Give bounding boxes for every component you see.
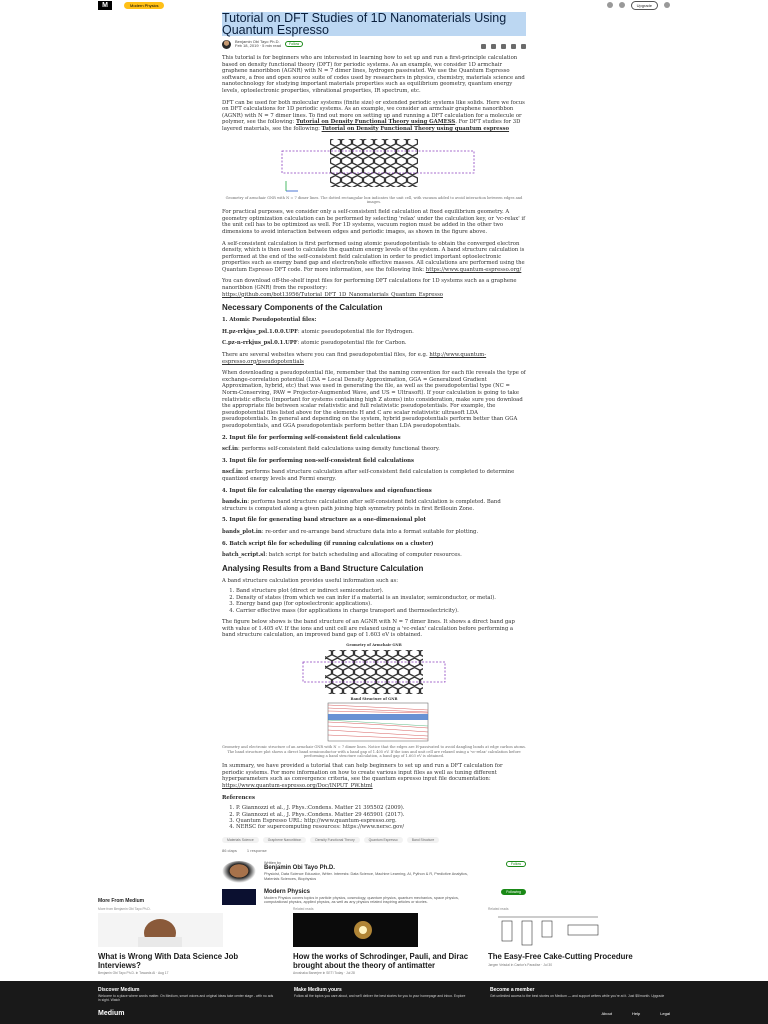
github-link[interactable]: https://github.com/bot13956/Tutorial_DFT_1D_Nanomaterials_Quantum_Espresso	[222, 291, 443, 298]
publication-name[interactable]: Modern Physics	[264, 888, 311, 895]
band-gap-region	[328, 714, 428, 720]
item-3-desc: : performs band structure calculation after self-consistent field calculation is completed to determine quantized energy levels and Fermi energy.	[222, 469, 515, 482]
avatar[interactable]	[664, 2, 670, 8]
footer-heading-member: Become a member	[490, 987, 535, 993]
story-image[interactable]	[98, 913, 223, 947]
band-intro: A band structure calculation provides useful information such as:	[222, 577, 399, 584]
twitter-icon[interactable]	[481, 44, 486, 49]
card-author-name[interactable]: Benjamin Obi Tayo Ph.D.	[264, 865, 335, 872]
paragraph-4	[222, 241, 526, 274]
bookmark-icon[interactable]	[511, 44, 516, 49]
story-meta: Benjamin Obi Tayo Ph.D. in Towards AI · Aug 17	[98, 971, 169, 975]
figure-2-title: Geometry of Armchair GNR	[346, 642, 402, 647]
responses-button[interactable]: 1 response	[246, 847, 267, 853]
linkedin-icon[interactable]	[491, 44, 496, 49]
footer-text-discover: Welcome to a place where words matter. On Medium, smart voices and original ideas take center stage - with no ads in sight. Watch	[98, 994, 274, 1003]
item-2-desc: : performs self-consistent field calculations using density functional theory.	[238, 446, 440, 453]
footer-medium-logo[interactable]: Medium	[98, 1010, 125, 1018]
article-title: Tutorial on DFT Studies of 1D Nanomaterials Using Quantum Espresso	[222, 12, 526, 36]
pp-link[interactable]: http://www.quantum-espresso.org/pseudopotentials	[222, 352, 487, 365]
more-icon[interactable]	[521, 44, 526, 49]
more-title: More From Medium	[98, 898, 145, 904]
pp-where-text: There are several websites where you can find pseudopotential files, for e.g.	[222, 352, 428, 359]
story-meta: Anoshaka Banerjee in SETI Today · Jul 28	[293, 971, 355, 975]
item-6-name: batch_script.sl	[222, 552, 266, 559]
band-structure-plot	[314, 702, 434, 744]
band-info-list	[222, 588, 526, 614]
list-item: 2. P. Giannozzi et al., J. Phys.:Condens. Matter 29 465901 (2017).	[236, 812, 526, 818]
facebook-icon[interactable]	[501, 44, 506, 49]
more-from-medium	[98, 895, 668, 975]
tag[interactable]: Graphene Nanoribbon	[263, 837, 307, 843]
item-3-body	[222, 469, 526, 482]
list-item: 4. Carrier effective mass (for applications in charge transport and thermoelectricity).	[236, 608, 526, 614]
list-item: 3. Energy band gap (for optoelectronic applications).	[236, 601, 526, 607]
item-3-heading: 3. Input file for performing non-self-consistent field calculations	[222, 457, 414, 464]
section-heading-components: Necessary Components of the Calculation	[222, 303, 383, 313]
paragraph-5	[222, 278, 526, 298]
paragraph-2-text: DFT can be used for both molecular systems (finite size) or extended periodic systems like solids. Here we focus on DFT calculations for 1D periodic systems. As an example, we consider an armchair graphene nanoribbon (AGNR) with N = 7 dimer lines. To find out more on setting up and running a DFT calculation for a molecule or polymer, see the following:	[222, 99, 525, 126]
tag[interactable]: Band Structure	[407, 837, 440, 843]
item-6-body	[222, 552, 526, 559]
paragraph-2	[222, 100, 526, 133]
qe-link[interactable]: https://www.quantum-espresso.org/	[425, 266, 522, 273]
pp-carbon-name: C.pz-n-rrkjus_psl.0.1.UPF	[222, 340, 298, 347]
story-meta: Jørgen Veisdal in Cantor's Paradise · Jul 30	[488, 962, 553, 967]
paragraph-2-text-b: . For DFT studies for 3D layered materials, see the following:	[222, 119, 521, 132]
item-1-heading: 1. Atomic Pseudopotential files:	[222, 317, 317, 324]
card-section-label: Related reads	[488, 907, 509, 911]
author-avatar[interactable]	[222, 40, 231, 49]
pp-hydrogen-name: H.pz-rrkjus_psl.1.0.0.UPF	[222, 328, 298, 335]
search-icon[interactable]	[607, 2, 613, 8]
story-image[interactable]	[488, 913, 613, 947]
item-5-desc: : re-order and re-arrange band structure data into a format suitable for plotting.	[261, 528, 479, 535]
qe-doc-link[interactable]: https://www.quantum-espresso.org/Doc/INPUT_PW.html	[222, 782, 373, 789]
publication-following-button[interactable]: Following	[501, 889, 526, 895]
band-paragraph: The figure below shows is the band structure of an AGNR with N = 7 dimer lines. It shows a direct band gap with value of 1.405 eV. If the ions and unit cell are relaxed using a 'vc-relax' calculation before performing a band structure calculation, an improved band gap of 1.603 eV is obtained.	[222, 618, 515, 639]
paragraph-5-text: You can download off-the-shelf input files for performing DFT calculations for 1D systems such as a graphene nanoribbon (GNR) from the repository:	[222, 278, 517, 292]
follow-button[interactable]: Follow	[285, 41, 303, 47]
pp-carbon	[222, 340, 526, 347]
publication-badge[interactable]: Modern Physics	[124, 2, 164, 9]
footer-text-make-yours: Follow all the topics you care about, and we'll deliver the best stories for you to your homepage and inbox. Explore	[294, 994, 466, 998]
post-meta: Feb 18, 2019 · 5 min read	[235, 43, 282, 48]
item-6-desc: : batch script for batch scheduling and allocating of computer resources.	[265, 552, 462, 559]
footer-link-legal[interactable]: Legal	[660, 1011, 670, 1017]
list-item: 1. P. Giannozzi et al., J. Phys.:Condens. Matter 21 395502 (2009).	[236, 805, 526, 811]
footer-link-help[interactable]: Help	[631, 1011, 641, 1017]
clap-button[interactable]: 86 claps	[222, 847, 237, 853]
item-2-heading: 2. Input file for performing self-consistent field calculations	[222, 434, 401, 441]
pp-hydrogen-desc: : atomic pseudopotential file for Hydrogen.	[297, 328, 414, 335]
summary-paragraph	[222, 763, 526, 789]
footer	[0, 981, 768, 1024]
pp-more: When downloading a pseudopotential file, remember that the naming convention for each file reveals the type of exchange-correlation potential (LDA = Local Density Approximation, GGA = Generalized Gradient Approximation, hybrid, etc) that was used in generating the file, as well as the pseudopotential type (NC = Norm-Conserving, PAW = Projector-Augmented Wave, and US = Ultrasoft). If your calculation is going to take relativistic effects (important for systems containing high Z atoms) into consideration, make sure you download the appropriate file between scalar relativistic and full relativistic pseudopotentials. For example, the pseudopotential files listed above for the elements H and C are scalar relativistic ultrasoft LDA pseudopotentials. In general and depending on the system, hybrid pseudopotentials perform better than GGA pseudopotentials, and GGA pseudopotentials perform better than LDA pseudopotentials.	[222, 370, 526, 429]
story-card[interactable]	[488, 907, 668, 975]
card-section-label: More from Benjamin Obi Tayo Ph.D.	[98, 907, 151, 911]
gamess-link[interactable]: Tutorial on Density Functional Theory using GAMESS	[296, 119, 456, 126]
item-4-body	[222, 499, 526, 512]
list-item: 1. Band structure plot (direct or indirect semiconductor).	[236, 588, 526, 594]
references-list	[222, 805, 526, 831]
article	[222, 12, 526, 905]
footer-heading-discover: Discover Medium	[98, 987, 140, 993]
card-section-label: Related reads	[293, 907, 314, 911]
tag[interactable]: Density Functional Theory	[310, 837, 359, 843]
section-heading-analysis: Analysing Results from a Band Structure Calculation	[222, 563, 424, 573]
item-2-name: scf.in	[222, 446, 239, 453]
story-image[interactable]	[293, 913, 418, 947]
paragraph-3: For practical purposes, we consider only a self-consistent field calculation at fixed equilibrium geometry. A geometry optimization calculation can be performed by selecting 'relax' under the calculation key, or 'vc-relax' if the unit cell has to be optimized as well. For 1D systems, vacuum region must be added in the other two dimensions to avoid interaction between edges and periodic images, as shown in the figure above.	[222, 209, 526, 235]
card-label: Written by	[264, 860, 282, 865]
figure-3-caption: Geometry and electronic structure of an armchair GNR with N = 7 dimer lines. Notice that the edges are H-passivated to avoid dangling bonds at edge carbon atoms. The band structure plot shows a direct band semiconductor with a band gap of 1.405 eV. If the ions and unit cell are relaxed using a 'vc-relax' calculation before performing a band structure calculation, a band gap of 1.603 eV is obtained.	[222, 745, 526, 758]
summary-text: In summary, we have provided a tutorial that can help beginners to set up and run a DFT calculation for periodic systems. For more information on how to create various input files as well as tuning different hyperparameters such as convergence criteria, see the quantum espresso input file documentation:	[222, 763, 503, 783]
gnr-geometry-figure	[264, 137, 484, 195]
medium-logo[interactable]: M	[98, 1, 112, 10]
paragraph-4-text: A self-consistent calculation is first performed using atomic pseudopotentials to obtain the converged electron density, which is then used to calculate the quantum energy levels of the system. A band structure calculation is performed at the end of the self-consistent field calculation in order to predict important optoelectronic properties such as energy band gap and electron/hole effective masses. All calculations are performed using the Quantum Espresso DFT code. For more information, see the following link:	[222, 240, 525, 273]
author-card	[222, 861, 526, 883]
engagement-bar	[222, 848, 526, 853]
story-title[interactable]: How the works of Schrodinger, Pauli, and Dirac brought about the theory of antimatter	[293, 952, 469, 970]
author-name[interactable]: Benjamin Obi Tayo Ph.D.	[235, 38, 280, 44]
tag[interactable]: Materials Science	[222, 837, 259, 843]
figure-3-title: Band Structure of GNR	[350, 696, 398, 701]
item-5-heading: 5. Input file for generating band structure as a one-dimensional plot	[222, 517, 426, 524]
list-item[interactable]: 3. Quantum Espresso URL: http://www.quantum-espresso.org.	[236, 818, 526, 824]
footer-link-about[interactable]: About	[601, 1011, 612, 1017]
pp-carbon-desc: : atomic pseudopotential file for Carbon.	[297, 340, 407, 347]
item-4-heading: 4. Input file for calculating the energy eigenvalues and eigenfunctions	[222, 487, 432, 494]
qe-tutorial-link[interactable]: Tutorial on Density Functional Theory using quantum espresso	[321, 125, 510, 132]
item-4-name: bands.in	[222, 499, 248, 506]
footer-text-member: Get unlimited access to the best stories on Medium — and support writers while you're at it. Just $5/month. Upgrade	[490, 994, 665, 998]
item-5-name: bands_plot.in	[222, 528, 262, 535]
story-title[interactable]: What is Wrong With Data Science Job Interviews?	[98, 952, 239, 970]
author-follow-button[interactable]: Follow	[506, 861, 526, 867]
item-3-name: nscf.in	[222, 469, 242, 476]
tag[interactable]: Quantum Espresso	[364, 837, 403, 843]
tag-list	[222, 837, 526, 843]
footer-heading-make-yours: Make Medium yours	[294, 987, 342, 993]
story-title[interactable]: The Easy-Free Cake-Cutting Procedure	[488, 952, 633, 961]
gnr-geometry-figure-2	[299, 648, 449, 696]
item-5-body	[222, 529, 526, 536]
list-item[interactable]: 4. NERSC for supercomputing resources: https://www.nersc.gov/	[236, 824, 526, 830]
story-card[interactable]	[98, 907, 278, 975]
pp-hydrogen	[222, 329, 526, 336]
story-card[interactable]	[293, 907, 473, 975]
author-photo[interactable]	[222, 861, 256, 883]
bell-icon[interactable]	[619, 2, 625, 8]
item-4-desc: : performs band structure calculation after self-consistent field calculation is completed. Band structure is computed along a given path joining high symmetry points in first Brillouin Zone.	[222, 499, 501, 512]
pp-where	[222, 352, 526, 365]
figure-1-caption: Geometry of armchair GNR with N = 7 dimer lines. The dotted rectangular box indicates the unit cell, with vacuum added to avoid interaction between edges and images.	[225, 195, 523, 204]
intro-paragraph: This tutorial is for beginners who are interested in learning how to set up and run a first-principle calculation based on density functional theory (DFT) for periodic systems. As an example, we consider 1D armchair graphene nanoribbon (AGNR) with N = 7 dimer lines, hydrogen passivated. We use the Quantum Espresso software, a free and open source suite of codes used by researchers in physics, chemistry, materials science and nanotechnology for studying important materials properties such as equilibrium geometry, quantum energy levels, optoelectronic properties, vibrational properties, IR spectrum, etc.	[222, 55, 525, 94]
publication-bio: Modern Physics covers topics in particle physics, cosmology, quantum physics, quantum mechanics, space physics, computational physics, applied physics, as well as any physics related inspiring articles or stories.	[264, 895, 459, 905]
top-bar	[0, 0, 768, 10]
list-item: 2. Density of states (from which we can infer if a material is an insulator, semiconductor, or metal).	[236, 595, 526, 601]
upgrade-button[interactable]: Upgrade	[631, 1, 658, 10]
item-6-heading: 6. Batch script file for scheduling (if running calculations on a cluster)	[222, 540, 434, 547]
item-2-body	[222, 446, 526, 453]
card-author-bio: Physicist, Data Science Educator, Writer. Interests: Data Science, Machine Learning, AI, Python & R, Predictive Analytics, Materials Sciences, Biophysics	[264, 872, 469, 881]
references-heading: References	[222, 794, 256, 801]
